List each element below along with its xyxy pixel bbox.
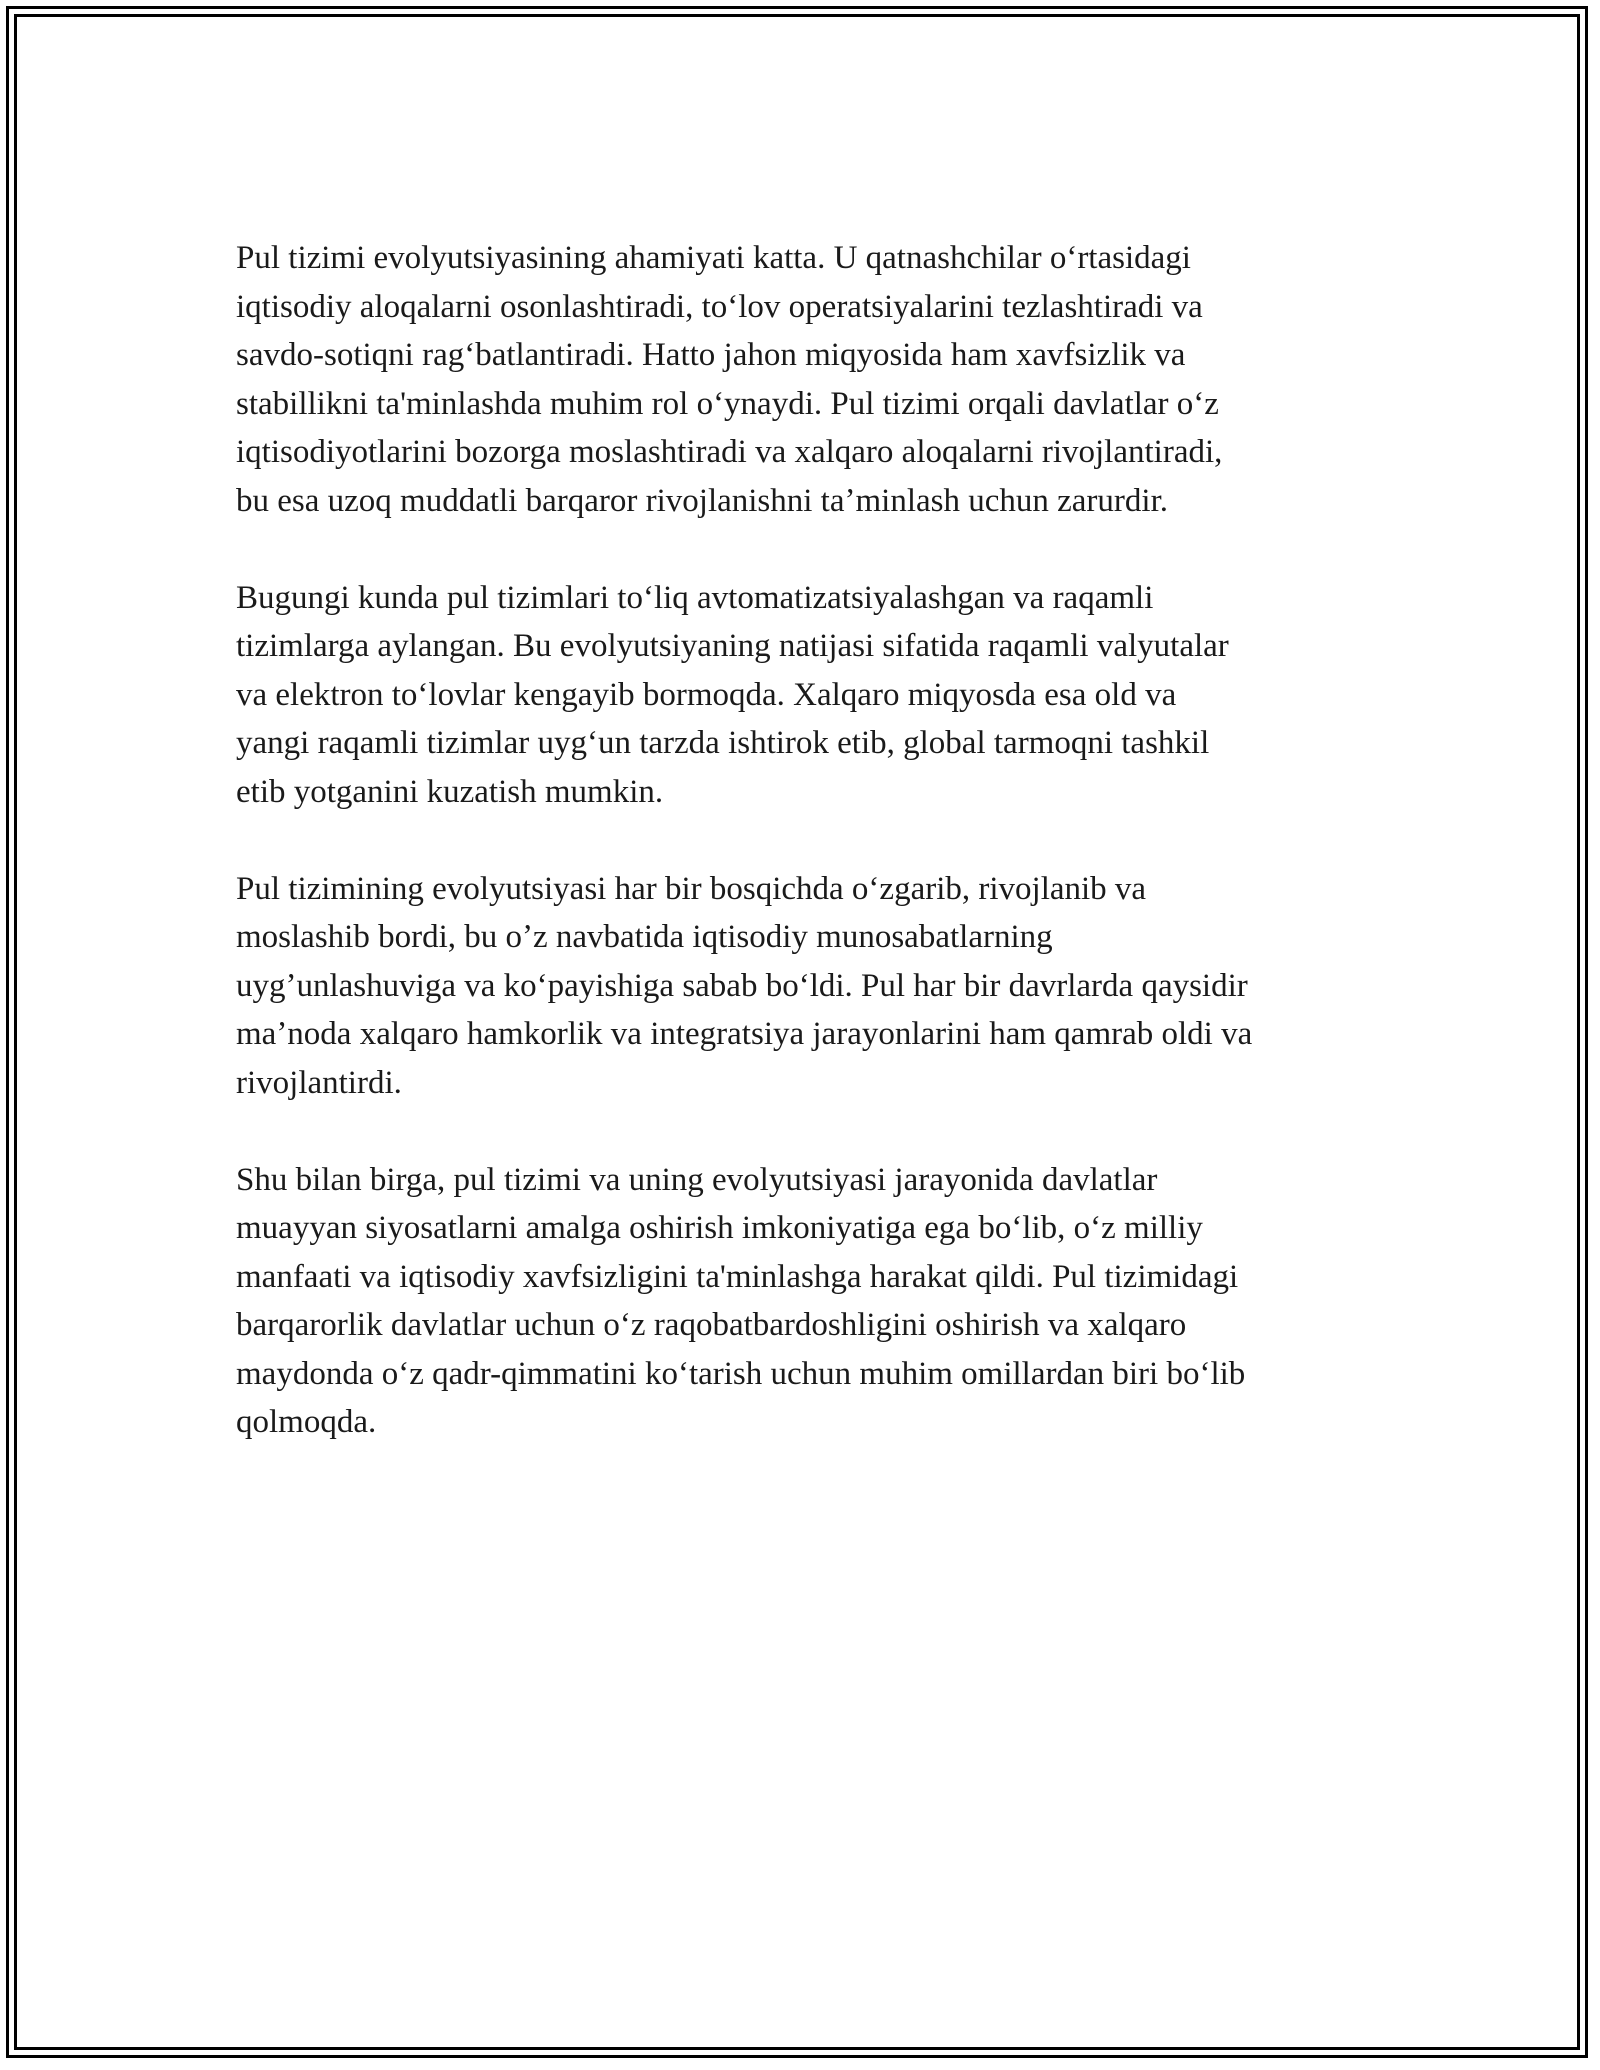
paragraph-line: tizimlarga aylangan. Bu evolyutsiyaning natijasi sifatida raqamli valyutalar (236, 628, 1229, 664)
paragraph-4 (236, 1156, 1386, 1447)
paragraph-line: iqtisodiy aloqalarni osonlashtiradi, toʻlov operatsiyalarini tezlashtiradi va (236, 288, 1203, 325)
paragraph-line: maydonda oʻz qadr-qimmatini koʻtarish uchun muhim omillardan biri boʻlib (236, 1355, 1246, 1392)
paragraph-line: savdo-sotiqni ragʻbatlantiradi. Hatto jahon miqyosida ham xavfsizlik va (236, 337, 1186, 373)
paragraph-line: rivojlantirdi. (236, 1064, 402, 1101)
paragraph-line: barqarorlik davlatlar uchun oʻz raqobatbardoshligini oshirish va xalqaro (236, 1307, 1187, 1343)
paragraph-line: moslashib bordi, bu oʼz navbatida iqtisodiy munosabatlarning (236, 919, 1053, 955)
paragraph-line: Pul tizimi evolyutsiyasining ahamiyati katta. U qatnashchilar oʻrtasidagi (236, 240, 1191, 276)
paragraph-line: iqtisodiyotlarini bozorga moslashtiradi va xalqaro aloqalarni rivojlantiradi, (236, 434, 1223, 470)
paragraph-line: bu esa uzoq muddatli barqaror rivojlanishni taʼminlash uchun zarurdir. (236, 482, 1168, 519)
paragraph-line: yangi raqamli tizimlar uygʻun tarzda ishtirok etib, global tarmoqni tashkil (236, 725, 1210, 761)
paragraph-2 (236, 574, 1386, 817)
paragraph-line: etib yotganini kuzatish mumkin. (236, 773, 664, 810)
paragraph-line: stabillikni ta'minlashda muhim rol oʻynaydi. Pul tizimi orqali davlatlar oʻz (236, 385, 1219, 422)
paragraph-line: muayyan siyosatlarni amalga oshirish imkoniyatiga ega boʻlib, oʻz milliy (236, 1210, 1203, 1246)
document-body (236, 234, 1386, 1495)
paragraph-line: Pul tizimining evolyutsiyasi har bir bosqichda oʻzgarib, rivojlanib va (236, 870, 1147, 907)
paragraph-line: Shu bilan birga, pul tizimi va uning evolyutsiyasi jarayonida davlatlar (236, 1161, 1158, 1198)
paragraph-line: maʼnoda xalqaro hamkorlik va integratsiya jarayonlarini ham qamrab oldi va (236, 1016, 1253, 1052)
paragraph-line: qolmoqda. (236, 1404, 377, 1440)
paragraph-line: manfaati va iqtisodiy xavfsizligini ta'minlashga harakat qildi. Pul tizimidagi (236, 1258, 1239, 1295)
paragraph-1 (236, 234, 1386, 525)
paragraph-line: va elektron toʻlovlar kengayib bormoqda. Xalqaro miqyosda esa old va (236, 676, 1177, 713)
paragraph-3 (236, 865, 1386, 1108)
paragraph-line: uygʼunlashuviga va koʻpayishiga sabab boʻldi. Pul har bir davrlarda qaysidir (236, 967, 1248, 1004)
paragraph-line: Bugungi kunda pul tizimlari toʻliq avtomatizatsiyalashgan va raqamli (236, 579, 1154, 616)
